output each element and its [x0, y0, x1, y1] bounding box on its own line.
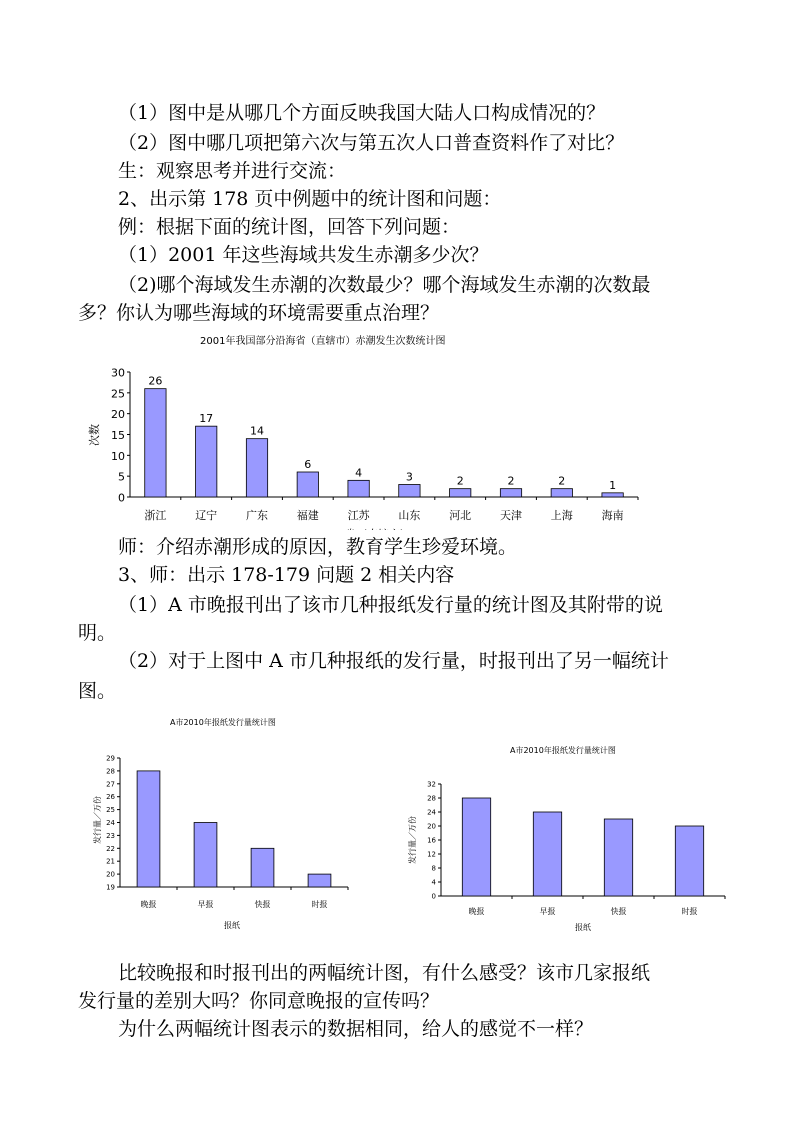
data-label: 2: [558, 474, 566, 488]
y-tick-label: 32: [427, 780, 436, 789]
y-tick-label: 24: [106, 819, 115, 827]
y-tick-label: 15: [111, 429, 125, 442]
x-tick-label: 上海: [550, 509, 573, 522]
x-tick-label: 快报: [254, 900, 271, 909]
bar: [533, 812, 561, 896]
x-axis-label: 报纸: [224, 921, 240, 930]
paragraph: 师：介绍赤潮形成的原因，教育学生珍爱环境。: [118, 536, 518, 558]
x-tick-label: 广东: [246, 509, 268, 522]
chart2: [90, 740, 390, 935]
paragraph: 明。: [78, 622, 117, 644]
x-tick-label: 山东: [398, 509, 421, 522]
bar: [500, 489, 521, 497]
y-tick-label: 30: [111, 366, 125, 380]
data-label: 6: [304, 458, 312, 471]
x-tick-label: 辽宁: [195, 509, 218, 522]
data-label: 4: [355, 466, 363, 480]
y-tick-label: 27: [106, 780, 115, 789]
data-label: 1: [609, 478, 617, 492]
paragraph: 2、出示第 178 页中例题中的统计图和问题：: [118, 188, 502, 210]
bar: [551, 489, 572, 497]
data-label: 3: [405, 470, 413, 484]
bar: [194, 823, 217, 888]
x-tick-label: 江苏: [347, 509, 370, 522]
paragraph: 多？你认为哪些海域的环境需要重点治理？: [78, 302, 440, 324]
bar: [604, 819, 632, 896]
y-tick-label: 20: [427, 822, 436, 831]
y-axis-label: 发行量／万份: [93, 796, 102, 844]
y-tick-label: 4: [431, 878, 436, 887]
y-tick-label: 20: [106, 870, 115, 879]
chart2-title: A市2010年报纸发行量统计图: [170, 718, 276, 727]
y-tick-label: 0: [431, 892, 436, 901]
y-tick-label: 22: [106, 844, 115, 853]
y-axis-label: 发行量／万份: [408, 816, 417, 864]
data-label: 17: [199, 412, 214, 426]
chart3: [405, 770, 735, 935]
x-axis-label: [345, 527, 411, 530]
y-tick-label: 25: [106, 806, 115, 815]
y-tick-label: 29: [106, 754, 115, 763]
x-tick-label: 海南: [601, 509, 624, 522]
y-tick-label: 5: [118, 470, 125, 484]
x-tick-label: 快报: [610, 907, 627, 916]
bar: [450, 489, 471, 497]
data-label: 26: [148, 374, 163, 388]
paragraph: （1）图中是从哪几个方面反映我国大陆人口构成情况的？: [118, 102, 606, 124]
data-label: 2: [507, 474, 515, 488]
paragraph: 生：观察思考并进行交流：: [118, 160, 347, 182]
x-tick-label: 时报: [681, 907, 698, 916]
bar: [602, 493, 623, 497]
bar: [246, 439, 267, 497]
paragraph: （1）2001 年这些海域共发生赤潮多少次？: [118, 244, 489, 266]
y-tick-label: 0: [118, 491, 125, 505]
y-tick-label: 20: [111, 408, 125, 422]
paragraph: （1）A 市晚报刊出了该市几种报纸发行量的统计图及其附带的说: [118, 594, 663, 616]
x-tick-label: 晚报: [468, 907, 485, 916]
x-tick-label: 早报: [197, 900, 214, 909]
y-tick-label: 16: [427, 836, 436, 845]
data-label: 14: [250, 424, 264, 438]
x-tick-label: 天津: [500, 509, 522, 522]
bar: [145, 389, 166, 497]
x-tick-label: 早报: [539, 907, 556, 916]
chart1: [78, 350, 658, 530]
x-axis-label: 报纸: [575, 923, 591, 932]
data-label: 2: [456, 474, 464, 488]
y-tick-label: 25: [111, 387, 125, 401]
x-tick-label: 时报: [311, 900, 328, 909]
chart3-title: A市2010年报纸发行量统计图: [510, 746, 616, 755]
x-tick-label: 晚报: [140, 900, 157, 909]
paragraph: 比较晚报和时报刊出的两幅统计图，有什么感受？该市几家报纸: [118, 962, 651, 984]
y-tick-label: 23: [106, 831, 115, 840]
y-tick-label: 28: [427, 794, 436, 803]
chart1-title: 2001年我国部分沿海省（直辖市）赤潮发生次数统计图: [200, 336, 446, 347]
x-tick-label: 河北: [449, 509, 472, 522]
paragraph: 为什么两幅统计图表示的数据相同，给人的感觉不一样？: [118, 1018, 594, 1040]
bar: [675, 826, 703, 896]
bar: [297, 472, 318, 497]
bar: [251, 848, 274, 887]
paragraph: 图。: [78, 680, 117, 702]
x-tick-label: 福建: [296, 509, 319, 522]
y-tick-label: 21: [106, 857, 115, 866]
y-axis-label: 次数: [88, 424, 101, 446]
paragraph: 例：根据下面的统计图，回答下列问题：: [118, 216, 461, 238]
bar: [462, 798, 490, 896]
bar: [348, 480, 369, 497]
y-tick-label: 24: [427, 808, 436, 817]
bar: [196, 426, 217, 497]
y-tick-label: 28: [106, 767, 115, 776]
y-tick-label: 19: [106, 883, 115, 892]
bar: [399, 485, 420, 498]
y-tick-label: 26: [106, 793, 115, 802]
bar: [137, 771, 160, 887]
y-tick-label: 8: [431, 864, 436, 873]
paragraph: 发行量的差别大吗？你同意晚报的宣传吗？: [78, 990, 440, 1012]
paragraph: （2)哪个海域发生赤潮的次数最少？哪个海域发生赤潮的次数最: [118, 274, 651, 296]
y-tick-label: 10: [111, 449, 125, 463]
paragraph: （2）图中哪几项把第六次与第五次人口普查资料作了对比？: [118, 132, 625, 154]
y-tick-label: 12: [427, 850, 436, 859]
bar: [308, 874, 331, 887]
paragraph: （2）对于上图中 A 市几种报纸的发行量，时报刊出了另一幅统计: [118, 650, 669, 672]
x-tick-label: 浙江: [144, 509, 167, 522]
paragraph: 3、师：出示 178-179 问题 2 相关内容: [118, 564, 455, 586]
